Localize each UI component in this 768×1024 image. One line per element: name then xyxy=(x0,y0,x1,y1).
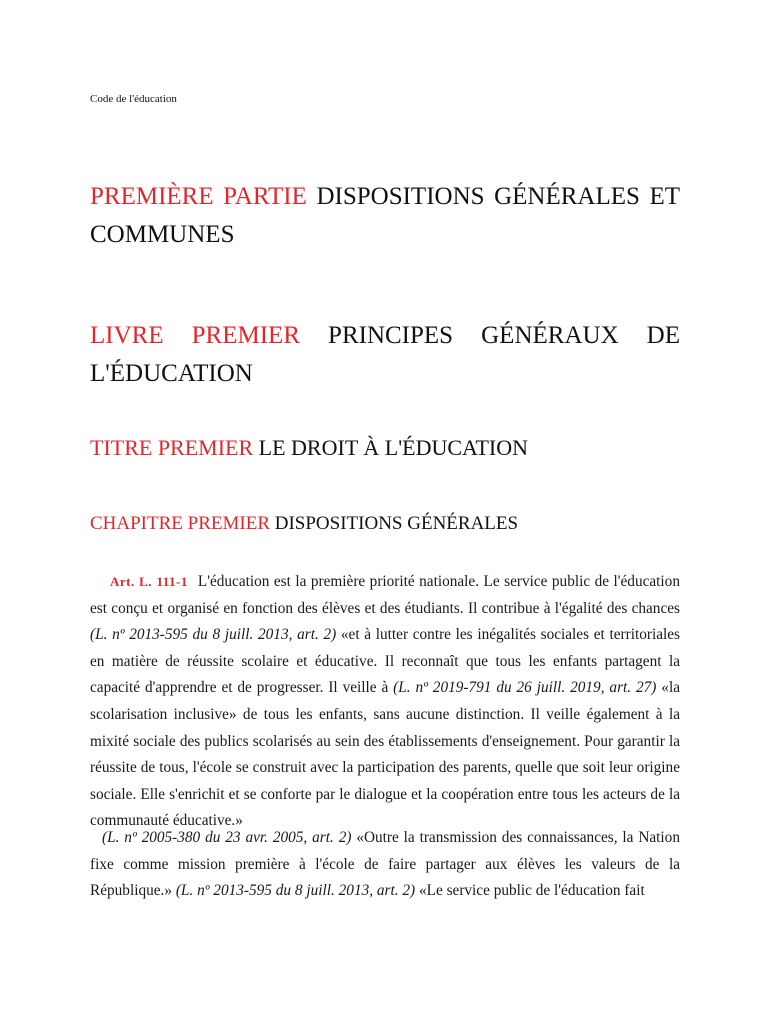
article-paragraph-1 xyxy=(90,569,680,835)
paragraph-text: «Outre la transmission des connaissances, la Nation fixe comme mission première à l'école de faire partager aux élèves les valeurs de la République.» xyxy=(90,829,680,900)
paragraph-text: «Le service public de l'éducation fait xyxy=(415,882,645,900)
heading-chapitre xyxy=(90,505,680,543)
heading-livre xyxy=(90,317,680,393)
paragraph-text: «et à lutter contre les inégalités sociales et territoriales en matière de réussite scolaire et éducative. Il reconnaît que tous les enfants partagent la capacité d'apprendre et de progresser. Il veille à xyxy=(90,626,680,697)
heading-titre xyxy=(90,429,680,467)
article-label: Art. L. 111-1 xyxy=(110,574,188,589)
heading-chapitre-label: CHAPITRE PREMIER xyxy=(90,513,270,534)
legal-reference: (L. nº 2019-791 du 26 juill. 2019, art. 27) xyxy=(393,679,657,697)
heading-titre-label: TITRE PREMIER xyxy=(90,435,254,460)
paragraph-text: «la scolarisation inclusive» de tous les enfants, sans aucune distinction. Il veille également à la mixité sociale des publics scolarisés au sein des établissements d'enseignement. Pour garantir la réussite de tous, l'école se construit avec la participation des parents, quelle que soit leur origine sociale. Elle s'enrichit et se conforte par le dialogue et la coopération entre tous les acteurs de la communauté éducative.» xyxy=(90,679,680,830)
running-head: Code de l'éducation xyxy=(90,93,177,105)
heading-livre-label: LIVRE PREMIER xyxy=(90,322,300,349)
heading-partie-title: DISPOSITIONS GÉNÉRALES ET COMMUNES xyxy=(90,183,681,248)
heading-partie-label: PREMIÈRE PARTIE xyxy=(90,183,307,210)
paragraph-text: L'éducation est la première priorité nationale. Le service public de l'éducation est conçu et organisé en fonction des élèves et des étudiants. Il contribue à l'égalité des chances xyxy=(90,573,680,617)
legal-reference: (L. nº 2005-380 du 23 avr. 2005, art. 2) xyxy=(102,829,352,846)
heading-partie xyxy=(90,178,680,254)
article-paragraph-2 xyxy=(90,825,680,905)
legal-reference: (L. nº 2013-595 du 8 juill. 2013, art. 2) xyxy=(90,626,337,644)
heading-chapitre-title: DISPOSITIONS GÉNÉRALES xyxy=(274,513,519,534)
heading-livre-title: PRINCIPES GÉNÉRAUX DE L'ÉDUCATION xyxy=(90,322,680,387)
legal-reference: (L. nº 2013-595 du 8 juill. 2013, art. 2) xyxy=(175,882,416,900)
heading-titre-title: LE DROIT À L'ÉDUCATION xyxy=(258,435,529,460)
